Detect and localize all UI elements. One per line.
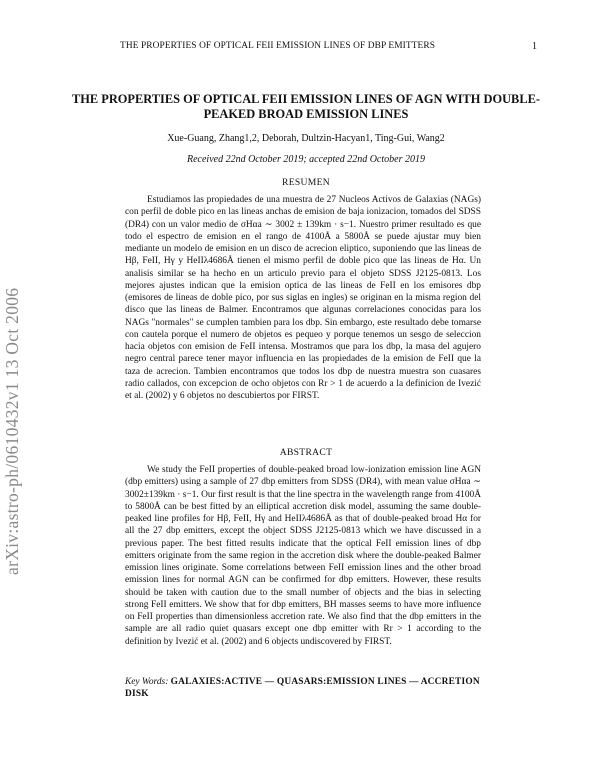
- author-list: Xue-Guang, Zhang1,2, Deborah, Dultzin-Hacyan1, Ting-Gui, Wang2: [167, 133, 445, 144]
- arxiv-identifier-stamp[interactable]: arXiv:astro-ph/0610432v1 13 Oct 2006: [2, 287, 22, 575]
- resumen-heading: RESUMEN: [282, 177, 330, 188]
- keywords-label: Key Words:: [125, 677, 169, 687]
- resumen-paragraph: Estudiamos las propiedades de una muestra de 27 Nucleos Activos de Galaxias (NAGs) con perfil de doble pico en las lineas anchas de emision de baja ionizacion, tomados del SDSS (DR4) con un valor medio de σHαa ∼ 3002 ± 139km · s−1. Nuestro primer resultado es que todo el espectro de emision en el rango de 4100Å a 5800Å se puede ajustar muy bien mediante un modelo de emision en un disco de acrecion eliptico, suponiendo que las lineas de Hβ, FeII, Hγ y HeIIλ4686Å tienen el mismo perfil de doble pico que las lineas de Hα. Un analisis similar se ha hecho en un articulo previo para el objeto SDSS J2125-0813. Los mejores ajustes indican que la emision optica de las lineas de FeII en los emisores dbp (emisores de lineas de doble pico, por sus siglas en ingles) se originan en la misma region del disco que las lineas de Balmer. Encontramos que algunas correlaciones conocidas para los NAGs "normales" se cumplen tambien para los dbp. Sin embargo, este resultado debe tomarse con cautela porque el numero de objetos es pequeo y porque tenemos un sesgo de seleccion hacia objetos con emision de FeII intensa. Mostramos que para los dbp, la masa del agujero negro central parece tener mayor influencia en las propiedades de la emision de FeII que la taza de acrecion. Tambien encontramos que todos los dbp de nuestra muestra son cuasares radio callados, con excepcion de ocho objetos con Rr > 1 de acuerdo a la definicion de Ivezić et al. (2002) y 6 objetos no descubiertos por FIRST.: [125, 195, 481, 401]
- keywords-line: [125, 676, 481, 701]
- page-number: 1: [532, 41, 537, 52]
- keywords-value: GALAXIES:ACTIVE — QUASARS:EMISSION LINES — ACCRETION DISK: [125, 677, 480, 700]
- paper-title: THE PROPERTIES OF OPTICAL FEII EMISSION LINES OF AGN WITH DOUBLE-PEAKED BROAD EMISSION LINES: [72, 92, 540, 121]
- abstract-heading: ABSTRACT: [279, 447, 333, 458]
- abstract-paragraph: We study the FeII properties of double-peaked broad low-ionization emission line AGN (dbp emitters) using a sample of 27 dbp emitters from SDSS (DR4), with mean value σHαa ∼ 3002±139km · s−1. Our first result is that the line spectra in the wavelength range from 4100Å to 5800Å can be best fitted by an elliptical accretion disk model, assuming the same double-peaked line profiles for Hβ, FeII, Hγ and HeIIλ4686Å as that of double-peaked broad Hα for all the 27 dbp emitters, except the object SDSS J2125-0813 which we have discussed in a previous paper. The best fitted results indicate that the optical FeII emission lines of dbp emitters originate from the same region in the accretion disk where the double-peaked Balmer emission lines originate. Some correlations between FeII emission lines and the other broad emission lines for normal AGN can be confirmed for dbp emitters. However, these results should be taken with caution due to the small number of objects and the bias in selecting strong FeII emitters. We show that for dbp emitters, BH masses seems to have more influence on FeII properties than dimensionless accretion rate. We also find that the dbp emitters in the sample are all radio quiet quasars except one dbp emitter with Rr > 1 according to the definition by Ivezić et al. (2002) and 6 objects undiscovered by FIRST.: [125, 465, 481, 647]
- running-head: THE PROPERTIES OF OPTICAL FEII EMISSION LINES OF DBP EMITTERS: [120, 41, 436, 51]
- received-dates: Received 22nd October 2019; accepted 22nd October 2019: [187, 154, 425, 165]
